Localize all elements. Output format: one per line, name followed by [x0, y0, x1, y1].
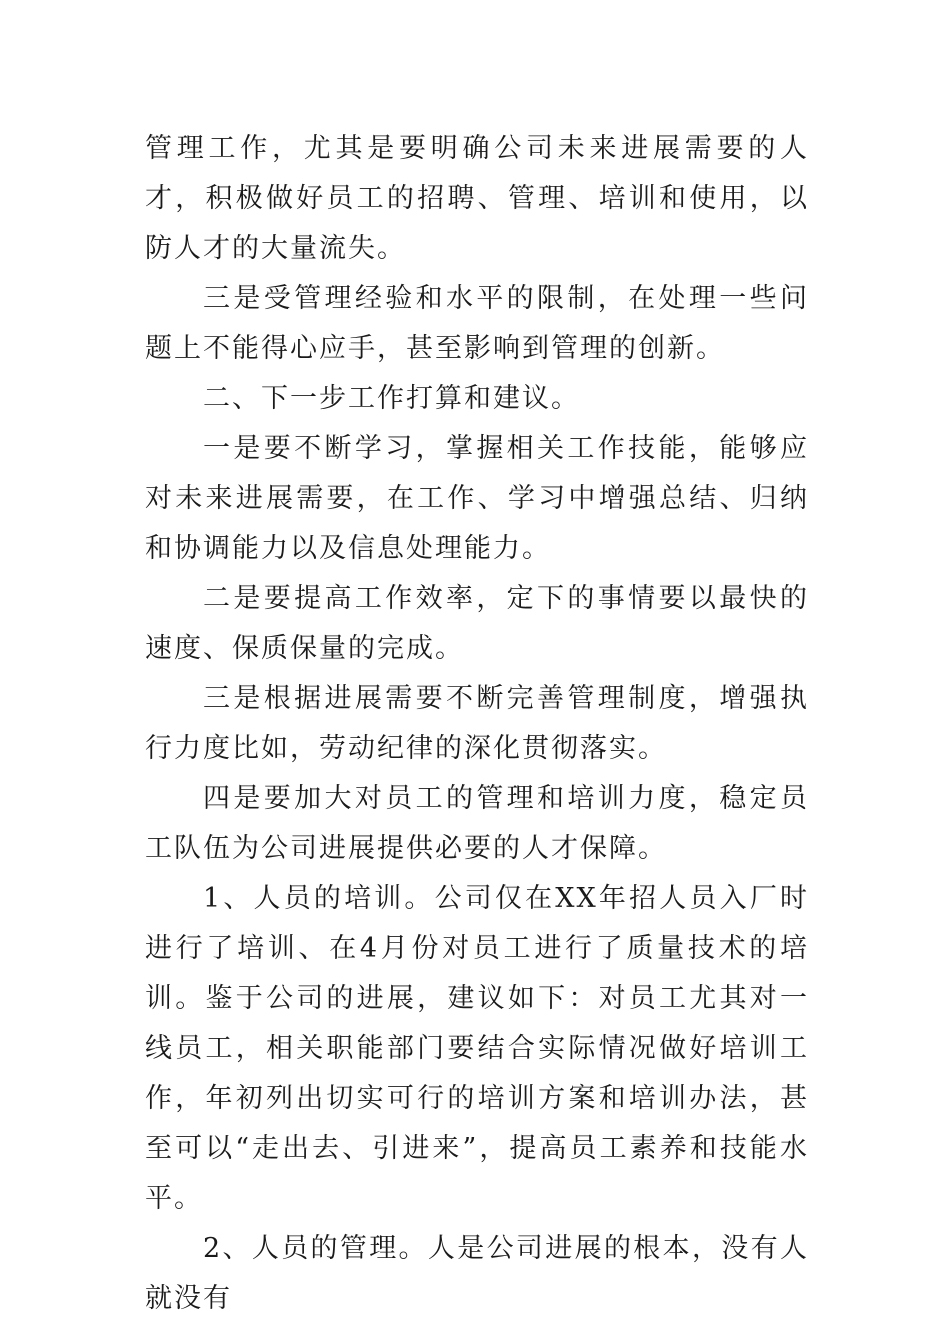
- paragraph-6: 三是根据进展需要不断完善管理制度，增强执行力度比如，劳动纪律的深化贯彻落实。: [145, 683, 809, 764]
- paragraph-5: 二是要提高工作效率，定下的事情要以最快的速度、保质保量的完成。: [145, 583, 809, 664]
- paragraph-2: 三是受管理经验和水平的限制，在处理一些问题上不能得心应手，甚至影响到管理的创新。: [145, 283, 809, 364]
- paragraph-4: 一是要不断学习，掌握相关工作技能，能够应对未来进展需要，在工作、学习中增强总结、归纳和协调能力以及信息处理能力。: [145, 433, 809, 564]
- paragraph-1: 管理工作，尤其是要明确公司未来进展需要的人才，积极做好员工的招聘、管理、培训和使用，以防人才的大量流失。: [145, 133, 809, 264]
- paragraph-9: 2、人员的管理。人是公司进展的根本，没有人就没有: [145, 1233, 809, 1314]
- paragraph-7: 四是要加大对员工的管理和培训力度，稳定员工队伍为公司进展提供必要的人才保障。: [145, 783, 809, 864]
- paragraph-3: 二、下一步工作打算和建议。: [203, 383, 580, 414]
- document-body: [145, 124, 809, 1324]
- paragraph-8: 1、人员的培训。公司仅在XX年招人员入厂时进行了培训、在4月份对员工进行了质量技术的培训。鉴于公司的进展，建议如下：对员工尤其对一线员工，相关职能部门要结合实际情况做好培训工作，年初列出切实可行的培训方案和培训办法，甚至可以“走出去、引进来”，提高员工素养和技能水平。: [145, 883, 809, 1214]
